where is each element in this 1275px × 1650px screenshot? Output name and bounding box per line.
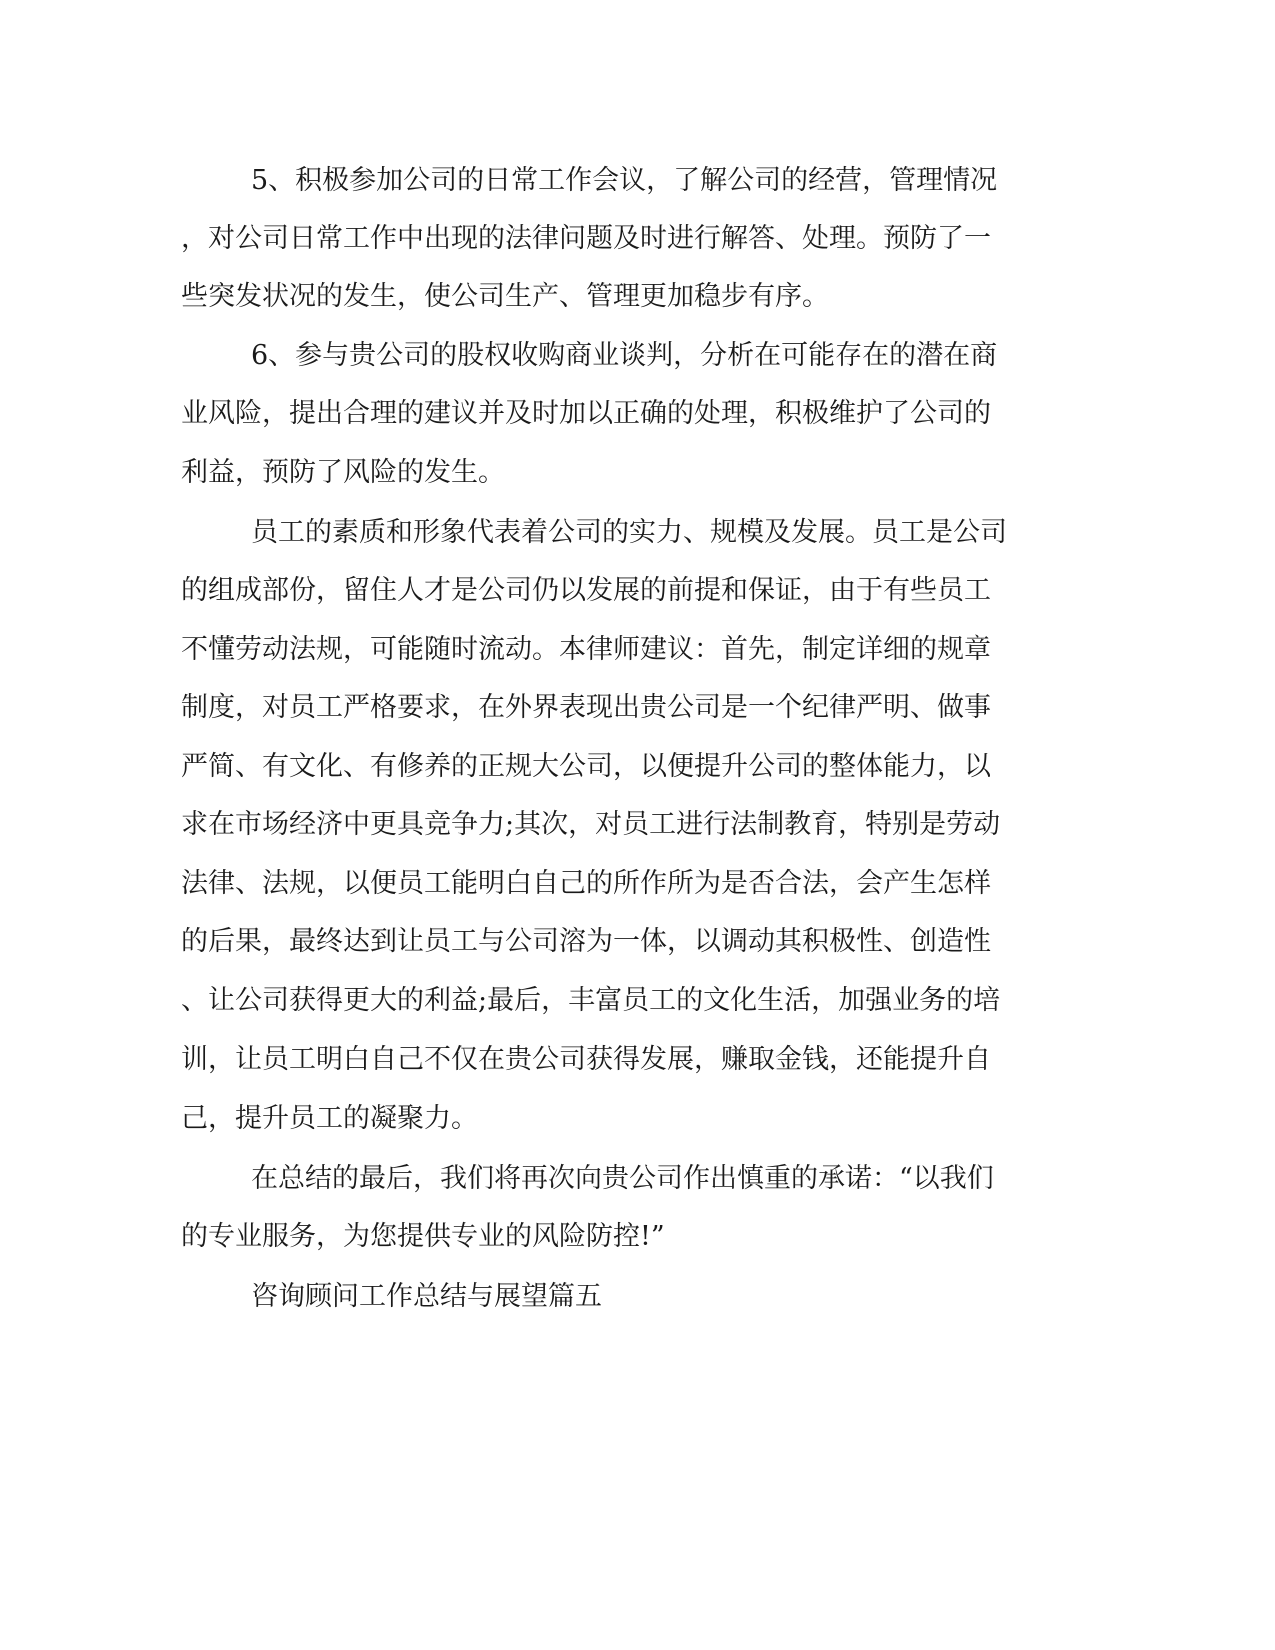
paragraph-4-line-2: 的专业服务，为您提供专业的风险防控!”: [181, 1221, 665, 1252]
paragraph-3-line-7: 法律、法规，以便员工能明白自己的所作所为是否合法，会产生怎样: [181, 868, 991, 899]
paragraph-3-line-2: 的组成部份，留住人才是公司仍以发展的前提和保证，由于有些员工: [181, 575, 991, 606]
section-heading: 咨询顾问工作总结与展望篇五: [251, 1281, 602, 1312]
paragraph-4-line-1: 在总结的最后，我们将再次向贵公司作出慎重的承诺：“以我们: [251, 1163, 994, 1194]
paragraph-3-line-1: 员工的素质和形象代表着公司的实力、规模及发展。员工是公司: [251, 517, 1007, 548]
paragraph-3-line-6: 求在市场经济中更具竞争力;其次，对员工进行法制教育，特别是劳动: [181, 809, 1001, 840]
paragraph-3-line-8: 的后果，最终达到让员工与公司溶为一体，以调动其积极性、创造性: [181, 926, 991, 957]
paragraph-1-line-3: 些突发状况的发生，使公司生产、管理更加稳步有序。: [181, 281, 829, 312]
paragraph-3-line-9: 、让公司获得更大的利益;最后，丰富员工的文化生活，加强业务的培: [181, 985, 1001, 1016]
paragraph-3-line-3: 不懂劳动法规，可能随时流动。本律师建议：首先，制定详细的规章: [181, 634, 991, 665]
paragraph-3-line-4: 制度，对员工严格要求，在外界表现出贵公司是一个纪律严明、做事: [181, 692, 991, 723]
paragraph-1-line-2: ，对公司日常工作中出现的法律问题及时进行解答、处理。预防了一: [181, 223, 991, 254]
paragraph-2-line-2: 业风险，提出合理的建议并及时加以正确的处理，积极维护了公司的: [181, 398, 991, 429]
paragraph-2-line-1: 6、参与贵公司的股权收购商业谈判，分析在可能存在的潜在商: [251, 340, 998, 371]
paragraph-2-line-3: 利益，预防了风险的发生。: [181, 457, 505, 488]
paragraph-3-line-10: 训，让员工明白自己不仅在贵公司获得发展，赚取金钱，还能提升自: [181, 1044, 991, 1075]
paragraph-3-line-5: 严简、有文化、有修养的正规大公司，以便提升公司的整体能力，以: [181, 751, 991, 782]
paragraph-3-line-11: 己，提升员工的凝聚力。: [181, 1103, 478, 1134]
paragraph-1-line-1: 5、积极参加公司的日常工作会议，了解公司的经营，管理情况: [251, 165, 998, 196]
